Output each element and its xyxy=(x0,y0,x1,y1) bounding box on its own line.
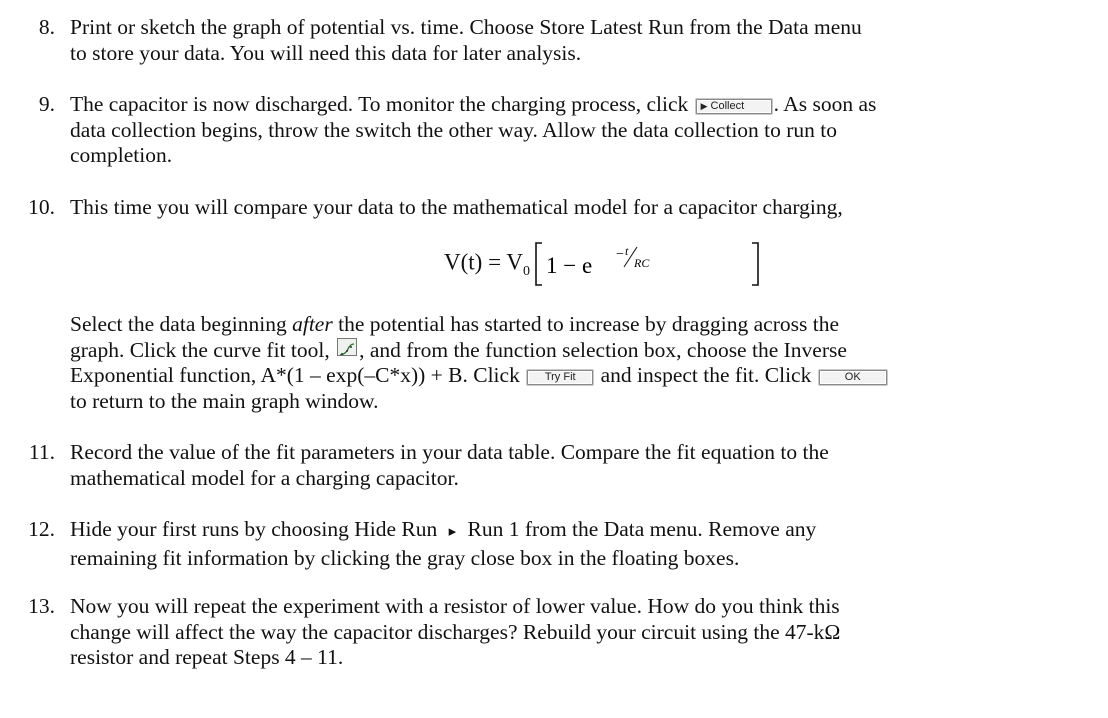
step-number: 8. xyxy=(38,15,55,39)
exponent-denominator: RC xyxy=(633,256,650,270)
left-bracket xyxy=(536,243,542,285)
step-line-text: . As soon as xyxy=(773,92,877,116)
play-icon: ▶ xyxy=(700,101,708,111)
step-line-text: Exponential function, A*(1 – exp(–C*x)) + B. Click xyxy=(70,363,520,387)
step-line-text: Select the data beginning xyxy=(70,312,293,336)
step-line: resistor and repeat Steps 4 – 11. xyxy=(70,645,344,669)
step-line-text: Run 1 from the Data menu. Remove any xyxy=(467,517,817,541)
step-line xyxy=(70,92,1075,118)
step-line: change will affect the way the capacitor discharges? Rebuild your circuit using the 47-kΩ xyxy=(70,619,841,644)
step-number: 13. xyxy=(28,594,55,618)
step-number: 11. xyxy=(28,440,55,464)
equation-bracket-term xyxy=(532,241,762,287)
step-number: 9. xyxy=(38,92,55,116)
equation-one-minus-e: 1 − e xyxy=(545,253,592,278)
step-text xyxy=(70,440,1075,491)
step-line: data collection begins, throw the switch the other way. Allow the data collection to run to xyxy=(70,117,838,142)
try-fit-button: Try Fit xyxy=(527,370,593,385)
step-text xyxy=(70,312,1075,414)
step-text xyxy=(70,92,1075,169)
step-text xyxy=(70,517,1075,571)
charging-equation xyxy=(444,241,762,287)
equation-lhs: V(t) = V xyxy=(444,249,523,275)
step-line-text: graph. Click the curve fit tool, xyxy=(70,337,330,362)
step-line-text: The capacitor is now discharged. To monitor the charging process, click xyxy=(70,92,689,116)
curve-fit-icon-glyph xyxy=(338,342,356,358)
step-line: Record the value of the fit parameters in your data table. Compare the fit equation to the xyxy=(70,440,829,464)
step-line: remaining fit information by clicking the gray close box in the floating boxes. xyxy=(70,545,740,570)
step-text xyxy=(70,15,1075,66)
collect-button-label: Collect xyxy=(710,100,745,112)
step-text xyxy=(70,594,1075,671)
step-line: to store your data. You will need this data for later analysis. xyxy=(70,40,582,65)
step-line: Now you will repeat the experiment with a resistor of lower value. How do you think this xyxy=(70,594,840,618)
collect-button xyxy=(696,99,772,114)
step-line: to return to the main graph window. xyxy=(70,388,379,413)
step-number: 12. xyxy=(28,517,55,541)
step-line: mathematical model for a charging capacitor. xyxy=(70,465,459,490)
step-line xyxy=(70,363,1075,389)
step-line: This time you will compare your data to the mathematical model for a capacitor charging, xyxy=(70,195,843,219)
step-line-text: and inspect the fit. Click xyxy=(600,363,812,387)
emphasis-after: after xyxy=(292,312,333,336)
step-line-text: Hide your first runs by choosing Hide Run xyxy=(70,517,438,541)
step-line: completion. xyxy=(70,143,173,167)
exponent-numerator: t xyxy=(624,244,629,258)
submenu-arrow-icon: ▸ xyxy=(448,524,457,540)
ok-button: OK xyxy=(819,370,887,385)
equation-subscript: 0 xyxy=(522,263,530,279)
step-line xyxy=(70,312,1075,338)
step-line-text: , and from the function selection box, choose the Inverse xyxy=(359,337,847,362)
step-line: Print or sketch the graph of potential vs. time. Choose Store Latest Run from the Data menu xyxy=(70,15,862,39)
step-text xyxy=(70,195,1075,221)
exponent-minus: − xyxy=(615,247,624,262)
curve-fit-icon xyxy=(337,338,357,356)
step-line-text: the potential has started to increase by dragging across the xyxy=(332,312,839,336)
right-bracket xyxy=(752,243,758,285)
step-line xyxy=(70,338,1075,364)
step-number: 10. xyxy=(28,195,55,219)
step-line xyxy=(70,517,1075,546)
